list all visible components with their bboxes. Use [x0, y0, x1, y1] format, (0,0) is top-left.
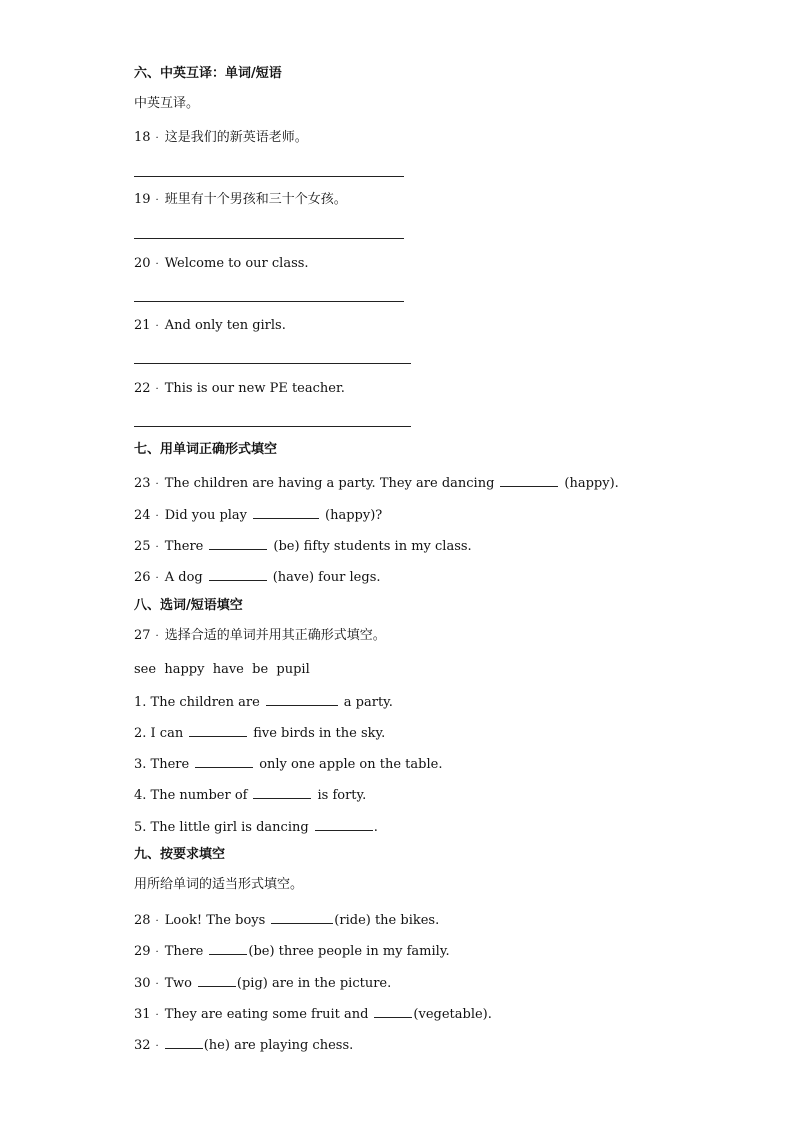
sub-question-5 — [134, 818, 378, 836]
question-text-before: They are eating some fruit and — [164, 1007, 369, 1022]
question-text: And only ten girls. — [164, 318, 286, 333]
answer-line-21[interactable] — [134, 363, 411, 364]
answer-line-19[interactable] — [134, 238, 404, 239]
question-number: 30 — [134, 976, 151, 991]
question-text-before: 4. The number of — [134, 788, 248, 803]
question-text-after: . — [373, 820, 378, 835]
fill-blank-27-5[interactable] — [315, 818, 373, 831]
question-30: 30 · Two (pig) are in the picture. — [134, 976, 392, 991]
question-text-before: 5. The little girl is dancing — [134, 820, 309, 835]
sub-question-4 — [134, 786, 366, 804]
question-18: 18 · 这是我们的新英语老师。 — [134, 130, 308, 145]
question-text-after: (pig) are in the picture. — [236, 976, 392, 991]
fill-blank-29[interactable] — [209, 942, 247, 955]
question-number: 25 — [134, 539, 151, 554]
question-text-after: (be) fifty students in my class. — [273, 539, 472, 554]
question-number: 19 — [134, 192, 151, 207]
fill-blank-31[interactable] — [374, 1005, 412, 1018]
question-23: 23 · The children are having a party. They are dancing (happy). — [134, 476, 619, 491]
question-number: 32 — [134, 1038, 151, 1053]
answer-line-20[interactable] — [134, 301, 404, 302]
question-number: 21 — [134, 318, 151, 333]
section-7-heading: 七、用单词正确形式填空 — [134, 442, 278, 457]
question-number: 24 — [134, 508, 151, 523]
fill-blank-28[interactable] — [271, 911, 333, 924]
question-number: 20 — [134, 256, 151, 271]
question-22: 22 · This is our new PE teacher. — [134, 381, 345, 396]
question-24: 24 · Did you play (happy)? — [134, 508, 383, 523]
fill-blank-27-3[interactable] — [195, 755, 253, 768]
fill-blank-27-1[interactable] — [266, 693, 338, 706]
section-8-heading: 八、选词/短语填空 — [134, 598, 243, 613]
fill-blank-23[interactable] — [500, 474, 558, 487]
question-number: 31 — [134, 1007, 151, 1022]
question-text: Welcome to our class. — [164, 256, 309, 271]
section-9-instruction: 用所给单词的适当形式填空。 — [134, 877, 304, 892]
question-28: 28 · Look! The boys (ride) the bikes. — [134, 913, 440, 928]
question-number: 29 — [134, 944, 151, 959]
question-text-before: Did you play — [164, 508, 248, 523]
question-text-before: There — [164, 539, 204, 554]
question-number: 28 — [134, 913, 151, 928]
section-6-heading: 六、中英互译：单词/短语 — [134, 66, 282, 81]
question-text-after: only one apple on the table. — [259, 757, 443, 772]
question-text-after: (have) four legs. — [272, 570, 381, 585]
question-text-before: 1. The children are — [134, 695, 260, 710]
question-32: 32 · (he) are playing chess. — [134, 1038, 354, 1053]
question-20: 20 · Welcome to our class. — [134, 256, 309, 271]
fill-blank-25[interactable] — [209, 537, 267, 550]
question-text: 这是我们的新英语老师。 — [164, 130, 308, 145]
question-text: This is our new PE teacher. — [164, 381, 345, 396]
question-19: 19 · 班里有十个男孩和三十个女孩。 — [134, 192, 347, 207]
section-6-instruction: 中英互译。 — [134, 96, 200, 111]
question-31: 31 · They are eating some fruit and (vegetable). — [134, 1007, 492, 1022]
question-number: 18 — [134, 130, 151, 145]
question-text-after: (be) three people in my family. — [248, 944, 450, 959]
question-text-after: a party. — [343, 695, 393, 710]
question-text-before: Look! The boys — [164, 913, 266, 928]
question-25: 25 · There (be) fifty students in my class. — [134, 539, 472, 554]
question-21: 21 · And only ten girls. — [134, 318, 286, 333]
question-text-after: (happy). — [564, 476, 619, 491]
answer-line-18[interactable] — [134, 176, 404, 177]
fill-blank-27-2[interactable] — [189, 724, 247, 737]
fill-blank-27-4[interactable] — [253, 786, 311, 799]
question-text-before: There — [164, 944, 204, 959]
question-text-after: (ride) the bikes. — [334, 913, 440, 928]
question-text-after: five birds in the sky. — [253, 726, 386, 741]
question-number: 22 — [134, 381, 151, 396]
question-number: 27 — [134, 628, 151, 643]
question-text-after: (vegetable). — [413, 1007, 492, 1022]
question-text-after: (happy)? — [325, 508, 383, 523]
question-text-before: A dog — [164, 570, 203, 585]
sub-question-1 — [134, 693, 393, 711]
question-text-before: Two — [164, 976, 192, 991]
question-text-before: The children are having a party. They are dancing — [164, 476, 495, 491]
question-number: 23 — [134, 476, 151, 491]
question-text: 班里有十个男孩和三十个女孩。 — [164, 192, 347, 207]
question-29: 29 · There (be) three people in my family. — [134, 944, 450, 959]
section-9-heading: 九、按要求填空 — [134, 847, 226, 862]
sub-question-3 — [134, 755, 442, 773]
question-26: 26 · A dog (have) four legs. — [134, 570, 381, 585]
question-text-before: 2. I can — [134, 726, 184, 741]
question-text-after: (he) are playing chess. — [203, 1038, 354, 1053]
question-text-before: 3. There — [134, 757, 190, 772]
word-bank: see happy have be pupil — [134, 662, 310, 677]
question-text: 选择合适的单词并用其正确形式填空。 — [164, 628, 386, 643]
fill-blank-30[interactable] — [198, 974, 236, 987]
question-number: 26 — [134, 570, 151, 585]
fill-blank-32[interactable] — [165, 1036, 203, 1049]
fill-blank-26[interactable] — [209, 568, 267, 581]
question-text-after: is forty. — [317, 788, 367, 803]
fill-blank-24[interactable] — [253, 506, 319, 519]
sub-question-2 — [134, 724, 385, 742]
answer-line-22[interactable] — [134, 426, 411, 427]
question-27: 27 · 选择合适的单词并用其正确形式填空。 — [134, 628, 386, 643]
